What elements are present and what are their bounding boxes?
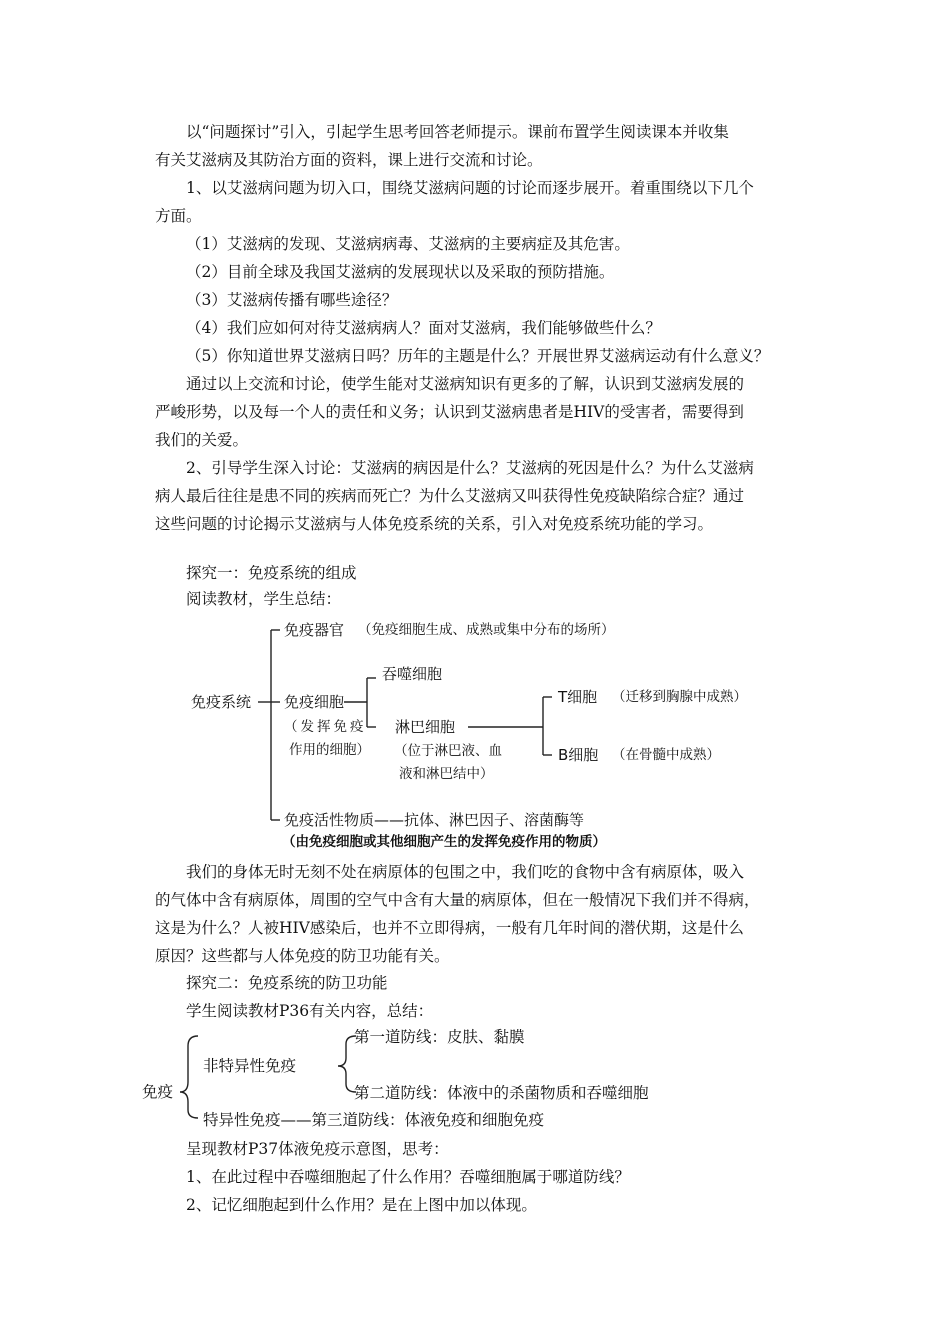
- explore1-intro: 阅读教材，学生总结：: [186, 590, 342, 608]
- paragraph-point1-line-2: 方面。: [155, 207, 202, 225]
- diagram1-lymphocyte: 淋巴细胞: [395, 718, 456, 736]
- question-4: （4）我们应如何对待艾滋病病人？面对艾滋病，我们能够做些什么？: [186, 319, 661, 337]
- diagram1-immune-cells-note-1: （发挥免疫: [284, 719, 367, 735]
- diagram1-active-substances-note: （由免疫细胞或其他细胞产生的发挥免疫作用的物质）: [282, 834, 606, 850]
- explore2-intro: 学生阅读教材P36有关内容，总结：: [186, 1002, 434, 1020]
- diagram2-specific-immunity: 特异性免疫——第三道防线：体液免疫和细胞免疫: [203, 1111, 545, 1129]
- paragraph-intro-line-1: 以“问题探讨”引入，引起学生思考回答老师提示。课前布置学生阅读课本并收集: [186, 123, 729, 141]
- explore2-title: 探究二：免疫系统的防卫功能: [186, 974, 388, 992]
- paragraph-intro-line-2: 有关艾滋病及其防治方面的资料，课上进行交流和讨论。: [155, 151, 543, 169]
- paragraph-point2-line-2: 病人最后往往是患不同的疾病而死亡？为什么艾滋病又叫获得性免疫缺陷综合症？通过: [155, 487, 745, 505]
- think-question-1: 1、在此过程中吞噬细胞起了什么作用？吞噬细胞属于哪道防线？: [186, 1168, 630, 1186]
- paragraph-summary-line-2: 严峻形势，以及每一个人的责任和义务；认识到艾滋病患者是HIV的受害者，需要得到: [155, 403, 744, 421]
- paragraph-point2-line-1: 2、引导学生深入讨论：艾滋病的病因是什么？艾滋病的死因是什么？为什么艾滋病: [186, 459, 754, 477]
- diagram1-b-cell: B细胞: [558, 746, 599, 764]
- paragraph-point2-line-3: 这些问题的讨论揭示艾滋病与人体免疫系统的关系，引入对免疫系统功能的学习。: [155, 515, 714, 533]
- explore1-title: 探究一：免疫系统的组成: [186, 564, 357, 582]
- diagram2-root-immunity: 免疫: [142, 1083, 174, 1101]
- paragraph-summary-line-3: 我们的关爱。: [155, 431, 249, 449]
- question-2: （2）目前全球及我国艾滋病的发展现状以及采取的预防措施。: [186, 263, 615, 281]
- diagram1-lymphocyte-note-2: 液和淋巴结中）: [399, 766, 494, 782]
- question-5: （5）你知道世界艾滋病日吗？历年的主题是什么？开展世界艾滋病运动有什么意义？: [186, 347, 770, 365]
- diagram2-nonspecific-immunity: 非特异性免疫: [203, 1057, 297, 1075]
- diagram1-immune-organs: 免疫器官: [284, 621, 345, 639]
- paragraph-pathogen-line-2: 的气体中含有病原体，周围的空气中含有大量的病原体，但在一般情况下我们并不得病，: [155, 891, 760, 909]
- diagram1-t-cell: T细胞: [558, 688, 598, 706]
- paragraph-point1-line-1: 1、以艾滋病问题为切入口，围绕艾滋病问题的讨论而逐步展开。着重围绕以下几个: [186, 179, 754, 197]
- paragraph-pathogen-line-4: 原因？这些都与人体免疫的防卫功能有关。: [155, 947, 450, 965]
- paragraph-summary-line-1: 通过以上交流和讨论，使学生能对艾滋病知识有更多的了解，认识到艾滋病发展的: [186, 375, 745, 393]
- paragraph-pathogen-line-3: 这是为什么？人被HIV感染后，也并不立即得病，一般有几年时间的潜伏期，这是什么: [155, 919, 744, 937]
- diagram1-immune-cells: 免疫细胞: [284, 693, 345, 711]
- diagram1-immune-organs-note: （免疫细胞生成、成熟或集中分布的场所）: [358, 622, 615, 638]
- paragraph-pathogen-line-1: 我们的身体无时无刻不处在病原体的包围之中，我们吃的食物中含有病原体，吸入: [186, 863, 745, 881]
- think-question-2: 2、记忆细胞起到什么作用？是在上图中加以体现。: [186, 1196, 537, 1214]
- diagram1-phagocyte: 吞噬细胞: [382, 665, 443, 683]
- diagram1-t-cell-note: （迁移到胸腺中成熟）: [612, 689, 747, 705]
- diagram2-first-defense-line: 第一道防线：皮肤、黏膜: [354, 1028, 525, 1046]
- diagram1-b-cell-note: （在骨髓中成熟）: [612, 747, 720, 763]
- diagram1-lymphocyte-note-1: （位于淋巴液、血: [394, 743, 502, 759]
- question-1: （1）艾滋病的发现、艾滋病病毒、艾滋病的主要病症及其危害。: [186, 235, 630, 253]
- paragraph-figure-intro: 呈现教材P37体液免疫示意图，思考：: [186, 1140, 449, 1158]
- diagram1-root-immune-system: 免疫系统: [191, 693, 252, 711]
- diagram2-second-defense-line: 第二道防线：体液中的杀菌物质和吞噬细胞: [354, 1084, 649, 1102]
- diagram1-active-substances: 免疫活性物质——抗体、淋巴因子、溶菌酶等: [284, 811, 585, 829]
- diagram1-immune-cells-note-2: 作用的细胞）: [289, 742, 370, 758]
- question-3: （3）艾滋病传播有哪些途径？: [186, 291, 398, 309]
